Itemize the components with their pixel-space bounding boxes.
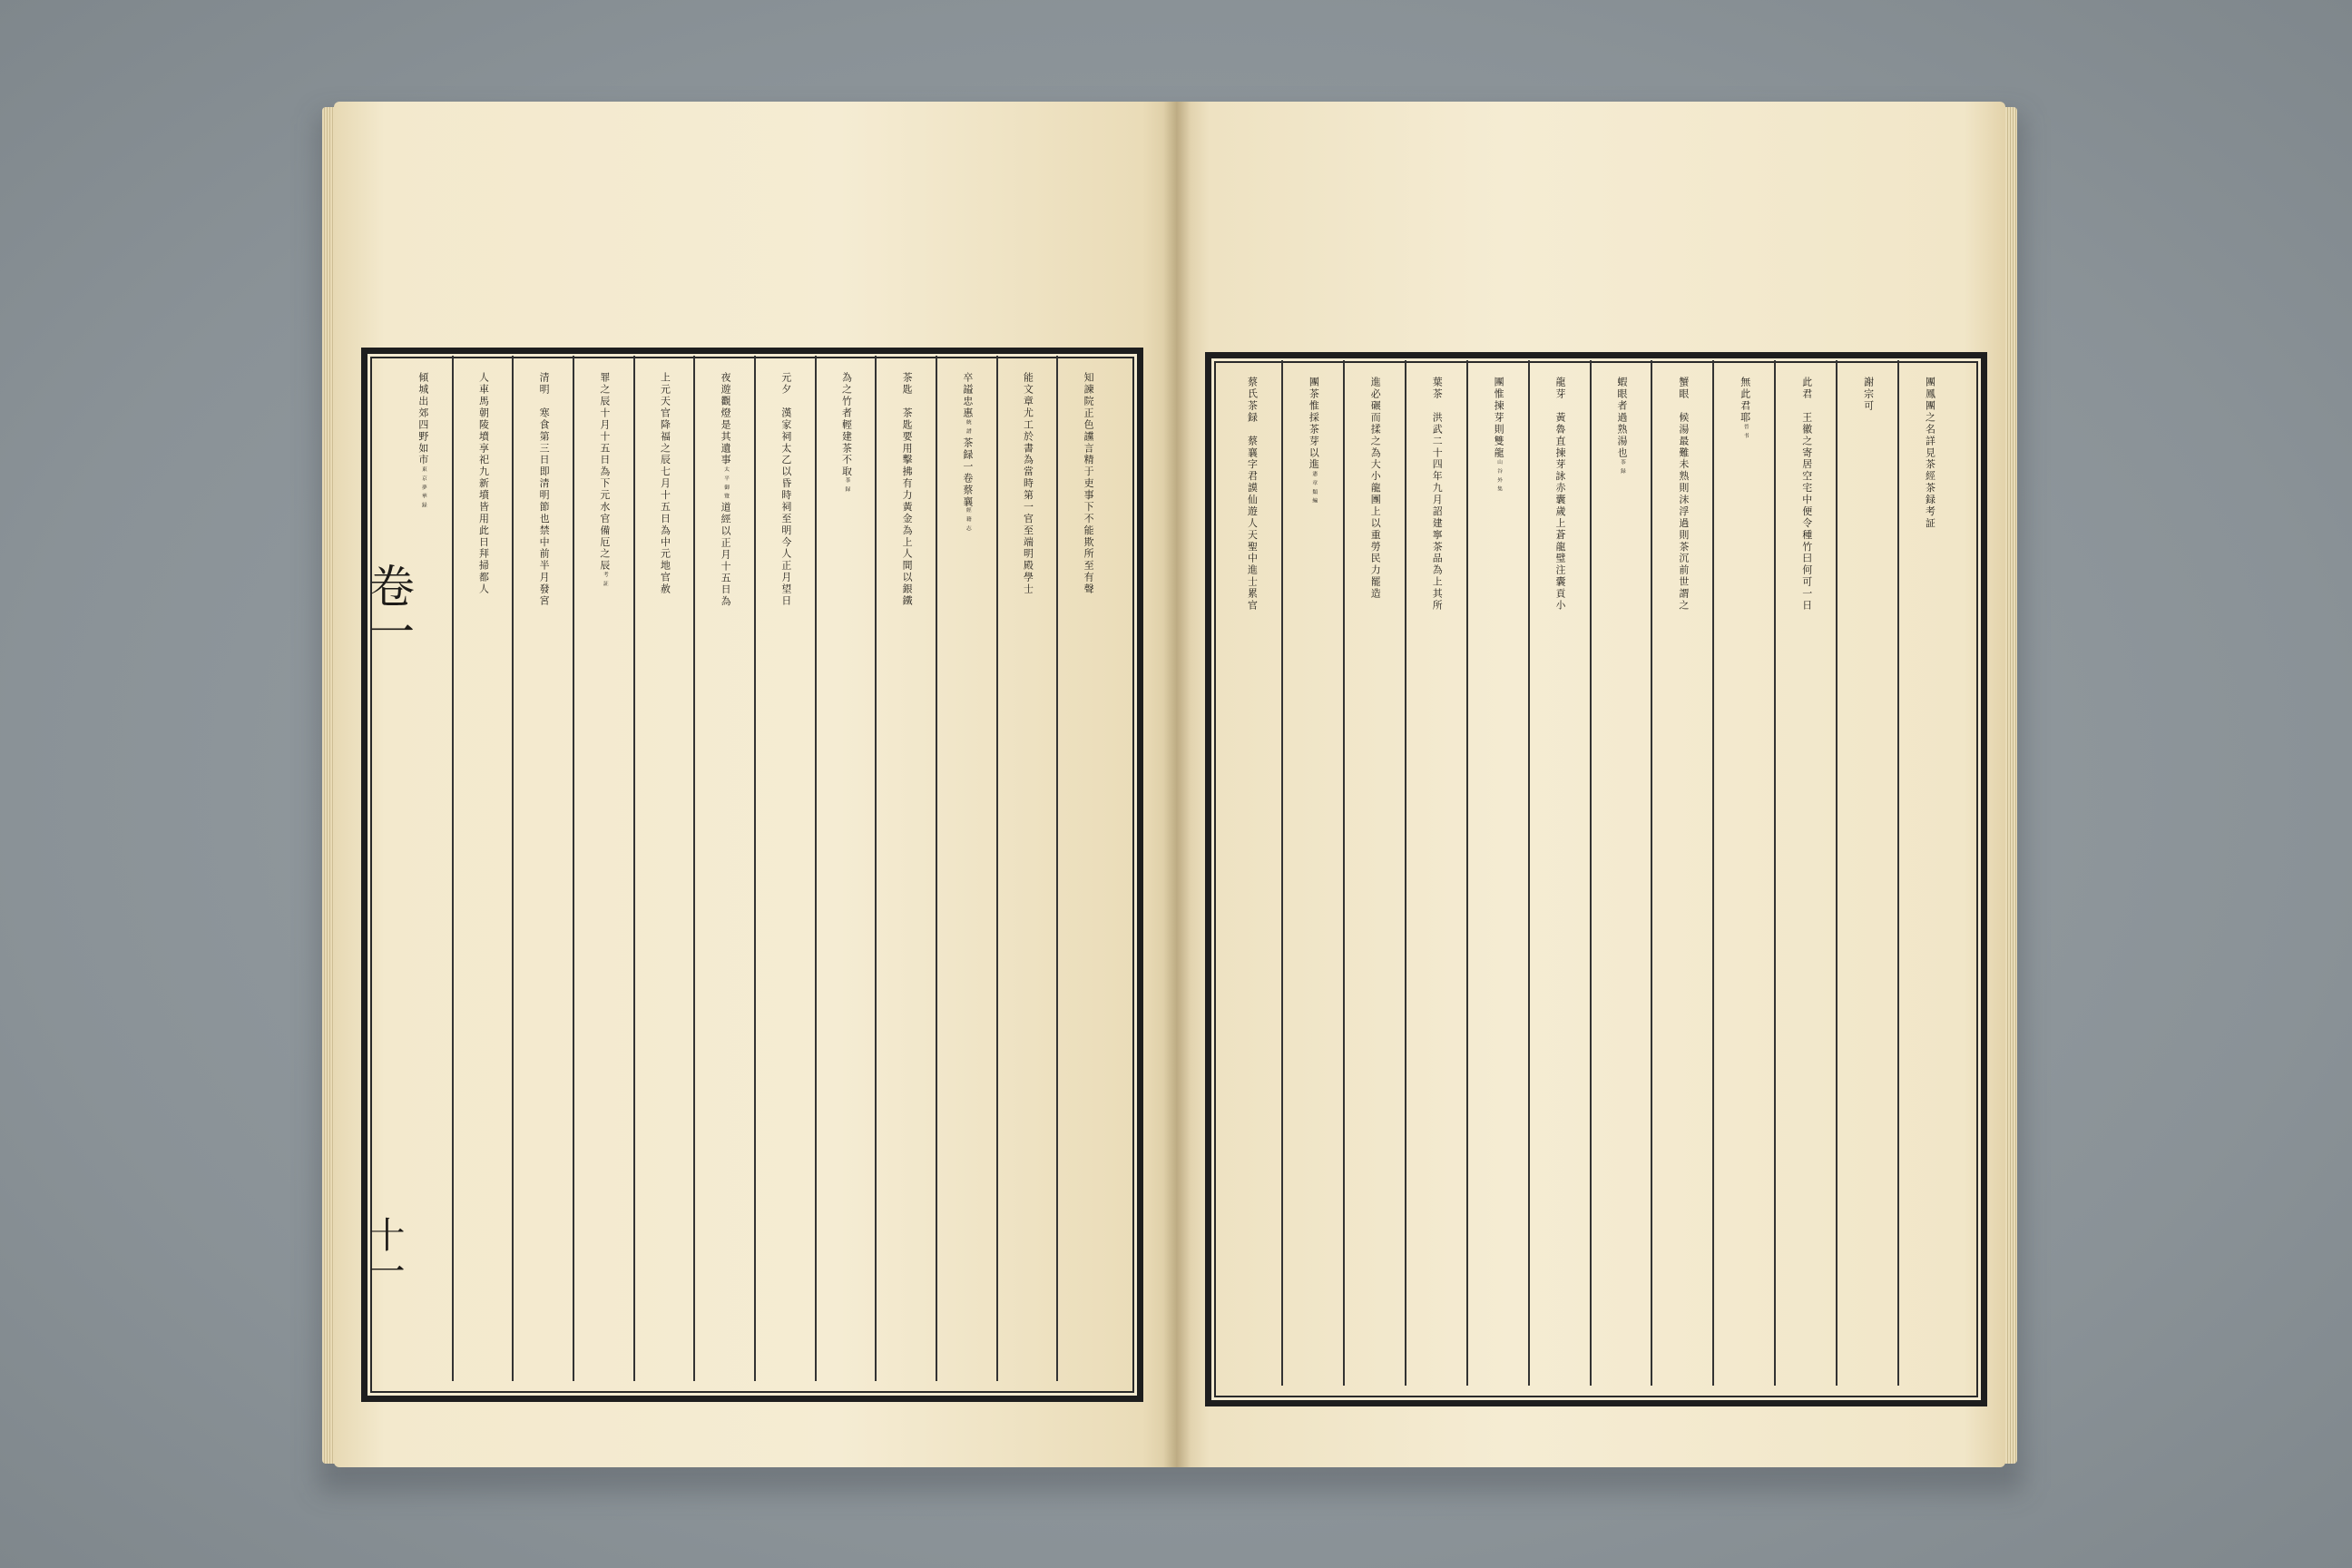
column-text: 元夕 漢家祠太乙以昏時祠至明今人正月望日 <box>779 372 792 607</box>
column-rule <box>1056 356 1058 1381</box>
text-column <box>876 356 936 1381</box>
text-column <box>1651 360 1713 1386</box>
column-text: 傾城出郊四野如市 <box>416 372 429 466</box>
column-note: 統譜 <box>965 418 971 437</box>
column-rule <box>573 356 574 1381</box>
text-column <box>1282 360 1344 1386</box>
text-column <box>634 356 695 1381</box>
left-columns <box>392 356 1118 1381</box>
column-rule <box>512 356 514 1381</box>
column-text: 人車馬朝陵墳享祀九新墳皆用此日拜掃都人 <box>477 372 490 595</box>
column-rule <box>633 356 635 1381</box>
text-column <box>1898 360 1960 1386</box>
column-rule <box>1405 360 1406 1386</box>
column-text: 團惟揀芽則雙龍 <box>1493 377 1505 459</box>
column-rule <box>875 356 877 1381</box>
column-rule <box>1897 360 1899 1386</box>
column-text: 進必碾而揉之為大小龍團上以重勞民力罷造 <box>1369 377 1382 600</box>
text-column <box>1713 360 1775 1386</box>
text-column <box>1775 360 1837 1386</box>
text-column <box>1406 360 1467 1386</box>
text-column <box>1529 360 1591 1386</box>
column-text: 此君 王徽之寄居空宅中便令種竹曰何可一日 <box>1800 377 1813 612</box>
text-column <box>1057 356 1118 1381</box>
column-text: 卒謚忠惠 <box>961 372 974 419</box>
column-rule <box>1836 360 1838 1386</box>
column-text: 謝宗可 <box>1862 377 1875 412</box>
text-column <box>997 356 1058 1381</box>
text-column <box>1220 360 1282 1386</box>
book-gutter <box>1163 102 1191 1467</box>
text-column <box>936 356 997 1381</box>
column-text: 清明 寒食第三日即清明節也禁中前半月發宮 <box>538 372 551 607</box>
column-note: 考証 <box>602 571 608 590</box>
column-note: 茶録 <box>1619 458 1625 477</box>
column-text: 無此君耶 <box>1739 377 1751 424</box>
column-text: 為之竹者輕建茶不取 <box>840 372 853 478</box>
column-text: 蔡氏茶録 蔡襄字君謨仙遊人天聖中進士累官 <box>1246 377 1259 612</box>
column-text: 茶録一卷蔡襄 <box>961 436 974 508</box>
text-column <box>573 356 634 1381</box>
column-text: 道經以正月十五日為 <box>720 501 732 608</box>
column-text: 團茶惟採茶芽以進 <box>1308 377 1320 471</box>
column-note: 晉书 <box>1742 423 1749 442</box>
text-column <box>392 356 453 1381</box>
column-text: 團鳳團之名詳見茶經茶録考証 <box>1924 377 1936 530</box>
right-columns <box>1220 360 1960 1386</box>
column-text: 知諫院正色讜言精于吏事下不能欺所至有聲 <box>1083 372 1095 595</box>
column-note: 憲章類編 <box>1310 470 1317 506</box>
text-column <box>1591 360 1652 1386</box>
column-text: 龍芽 黃魯直揀芽詠赤囊歲上蒼龍璧注囊貢小 <box>1554 377 1566 612</box>
column-rule <box>452 356 454 1381</box>
text-column <box>1467 360 1529 1386</box>
column-rule <box>1528 360 1530 1386</box>
column-note: 茶録 <box>843 477 849 496</box>
column-text: 上元天官降福之辰七月十五日為中元地官赦 <box>659 372 671 595</box>
column-note: 東京夢華録 <box>420 466 426 511</box>
column-rule <box>1651 360 1652 1386</box>
text-column <box>816 356 877 1381</box>
column-rule <box>1590 360 1592 1386</box>
column-text: 能文章尤工於書為當時第一官至端明殿學士 <box>1022 372 1034 595</box>
text-column <box>513 356 573 1381</box>
column-rule <box>936 356 937 1381</box>
column-rule <box>1281 360 1283 1386</box>
text-column <box>453 356 514 1381</box>
column-note: 太平御覽 <box>722 466 729 502</box>
column-text: 茶匙 茶匙要用擊拂有力黃金為上人間以銀鐵 <box>901 372 914 607</box>
column-rule <box>693 356 695 1381</box>
column-text: 罪之辰十月十五日為下元水官備厄之辰 <box>598 372 611 572</box>
column-rule <box>996 356 998 1381</box>
column-rule <box>754 356 756 1381</box>
column-rule <box>1343 360 1345 1386</box>
column-text: 蟹眼 候湯最難未熟則沫浮過則茶沉前世謂之 <box>1677 377 1690 612</box>
text-column <box>1344 360 1406 1386</box>
volume-label: 卷一 <box>362 563 415 653</box>
bleed-through-text <box>1524 136 1553 159</box>
page-number: 十一 <box>363 1216 405 1289</box>
text-column <box>755 356 816 1381</box>
column-rule <box>1774 360 1776 1386</box>
column-rule <box>815 356 817 1381</box>
column-rule <box>1712 360 1714 1386</box>
column-text: 葉茶 洪武二十四年九月詔建寧茶品為上其所 <box>1431 377 1444 612</box>
text-column <box>1837 360 1898 1386</box>
column-note: 山谷外集 <box>1495 458 1502 495</box>
text-column <box>694 356 755 1381</box>
column-note: 經籍志 <box>965 507 971 534</box>
column-text: 夜遊觀燈是其遺事 <box>720 372 732 466</box>
column-rule <box>1466 360 1468 1386</box>
column-text: 蝦眼者過熟湯也 <box>1615 377 1628 459</box>
